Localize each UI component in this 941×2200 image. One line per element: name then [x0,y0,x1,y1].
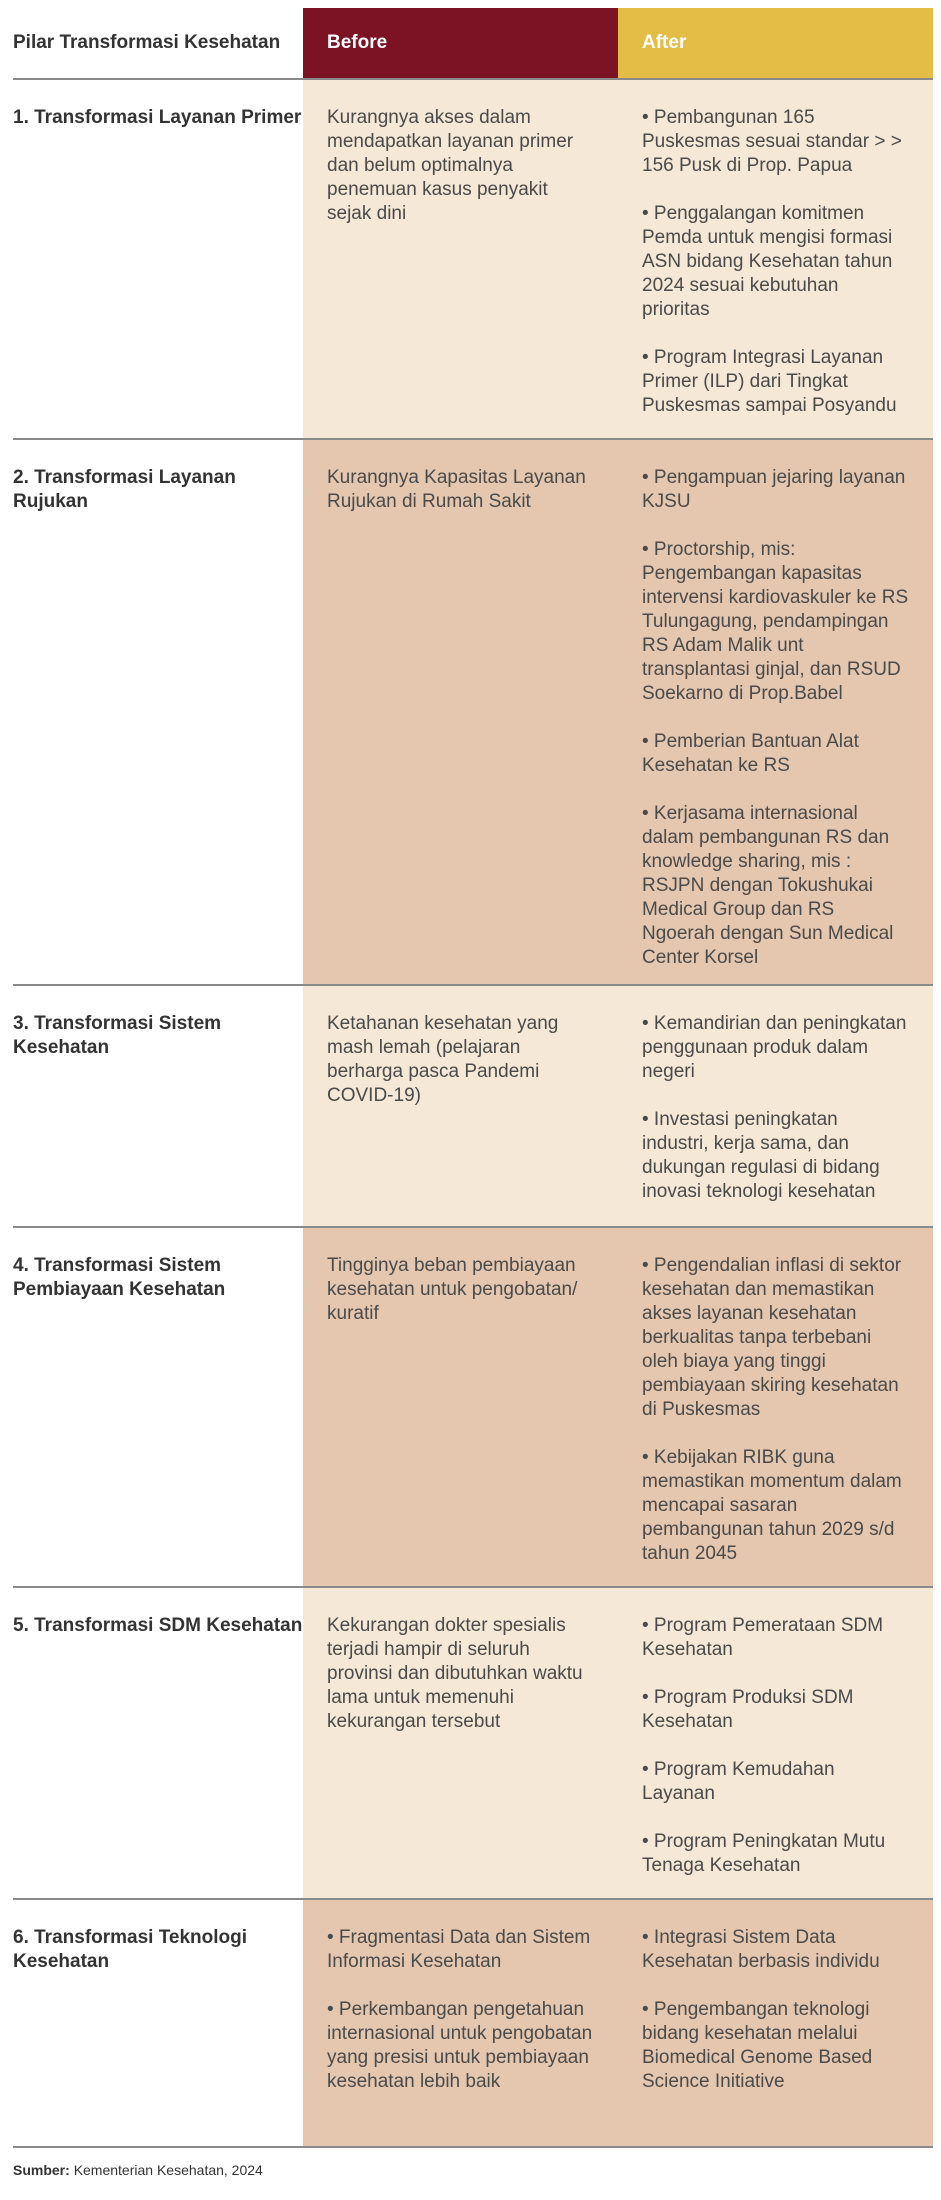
after-cell [618,1900,933,2146]
after-item: • Kebijakan RIBK guna memastikan momentum dalam mencapai sasaran pembangunan tahun 2029 s/d tahun 2045 [642,1447,902,1564]
before-cell [303,1588,618,1898]
before-item: • Fragmentasi Data dan Sistem Informasi Kesehatan [327,1927,591,1972]
pillar-cell: 3. Transformasi Sistem Kesehatan [13,1013,222,1058]
table-row [13,1588,933,1898]
before-item: Kurangnya akses dalam mendapatkan layanan primer dan belum optimalnya penemuan kasus penyakit sejak dini [327,107,574,224]
after-item: • Program Pemerataan SDM Kesehatan [642,1615,884,1660]
after-item: • Pemberian Bantuan Alat Kesehatan ke RS [642,731,859,776]
table-header [13,8,933,78]
table-row [13,440,933,984]
pillar-cell: 1. Transformasi Layanan Primer [13,107,302,128]
after-item: • Program Peningkatan Mutu Tenaga Kesehatan [642,1831,886,1876]
pillar-cell: 4. Transformasi Sistem Pembiayaan Kesehatan [13,1255,226,1300]
after-cell [618,1588,933,1898]
after-item: • Investasi peningkatan industri, kerja sama, dan dukungan regulasi di bidang inovasi teknologi kesehatan [642,1109,880,1202]
header-before: Before [303,8,618,78]
source-text: Kementerian Kesehatan, 2024 [73,2162,263,2178]
header-after: After [618,8,933,78]
after-item: • Program Produksi SDM Kesehatan [642,1687,854,1732]
after-item: • Program Integrasi Layanan Primer (ILP) dari Tingkat Puskesmas sampai Posyandu [642,347,897,416]
after-item: • Kemandirian dan peningkatan penggunaan produk dalam negeri [642,1013,907,1082]
table-row [13,986,933,1226]
after-item: • Pembangunan 165 Puskesmas sesuai standar > > 156 Pusk di Prop. Papua [642,107,902,176]
after-cell [618,80,933,438]
before-cell [303,986,618,1226]
pillar-cell: 2. Transformasi Layanan Rujukan [13,467,236,512]
before-item: Tingginya beban pembiayaan kesehatan untuk pengobatan/ kuratif [327,1255,578,1324]
after-item: • Proctorship, mis: Pengembangan kapasitas intervensi kardiovaskuler ke RS Tulungagung, pendampingan RS Adam Malik unt transplantasi ginjal, dan RSUD Soekarno di Prop.Babel [642,539,909,704]
before-item: Ketahanan kesehatan yang mash lemah (pelajaran berharga pasca Pandemi COVID-19) [327,1013,559,1106]
after-item: • Pengampuan jejaring layanan KJSU [642,467,906,512]
transformation-table [13,8,933,2148]
before-item: Kekurangan dokter spesialis terjadi hampir di seluruh provinsi dan dibutuhkan waktu lama untuk memenuhi kekurangan tersebut [327,1615,583,1732]
table-row [13,80,933,438]
header-pillar: Pilar Transformasi Kesehatan [13,32,281,53]
before-item: Kurangnya Kapasitas Layanan Rujukan di Rumah Sakit [327,467,586,512]
divider [13,2146,933,2148]
after-item: • Kerjasama internasional dalam pembangunan RS dan knowledge sharing, mis : RSJPN dengan Tokushukai Medical Group dan RS Ngoerah dengan Sun Medical Center Korsel [642,803,894,968]
before-item: • Perkembangan pengetahuan internasional untuk pengobatan yang presisi untuk pembiayaan kesehatan lebih baik [327,1999,593,2092]
source-note [13,2162,263,2178]
table-row [13,1900,933,2146]
before-cell [303,80,618,438]
table-row [13,1228,933,1586]
before-cell [303,1900,618,2146]
after-item: • Program Kemudahan Layanan [642,1759,835,1804]
before-cell [303,440,618,984]
after-cell [618,986,933,1226]
pillar-cell: 5. Transformasi SDM Kesehatan [13,1615,303,1636]
after-item: • Penggalangan komitmen Pemda untuk mengisi formasi ASN bidang Kesehatan tahun 2024 sesuai kebutuhan prioritas [642,203,893,320]
after-cell [618,440,933,984]
after-item: • Pengembangan teknologi bidang kesehatan melalui Biomedical Genome Based Science Initiative [642,1999,873,2092]
after-cell [618,1228,933,1586]
pillar-cell: 6. Transformasi Teknologi Kesehatan [13,1927,248,1972]
after-item: • Pengendalian inflasi di sektor kesehatan dan memastikan akses layanan kesehatan berkualitas tanpa terbebani oleh biaya yang tinggi pembiayaan skiring kesehatan di Puskesmas [642,1255,902,1420]
after-item: • Integrasi Sistem Data Kesehatan berbasis individu [642,1927,880,1972]
before-cell [303,1228,618,1586]
source-label: Sumber: [13,2162,70,2178]
